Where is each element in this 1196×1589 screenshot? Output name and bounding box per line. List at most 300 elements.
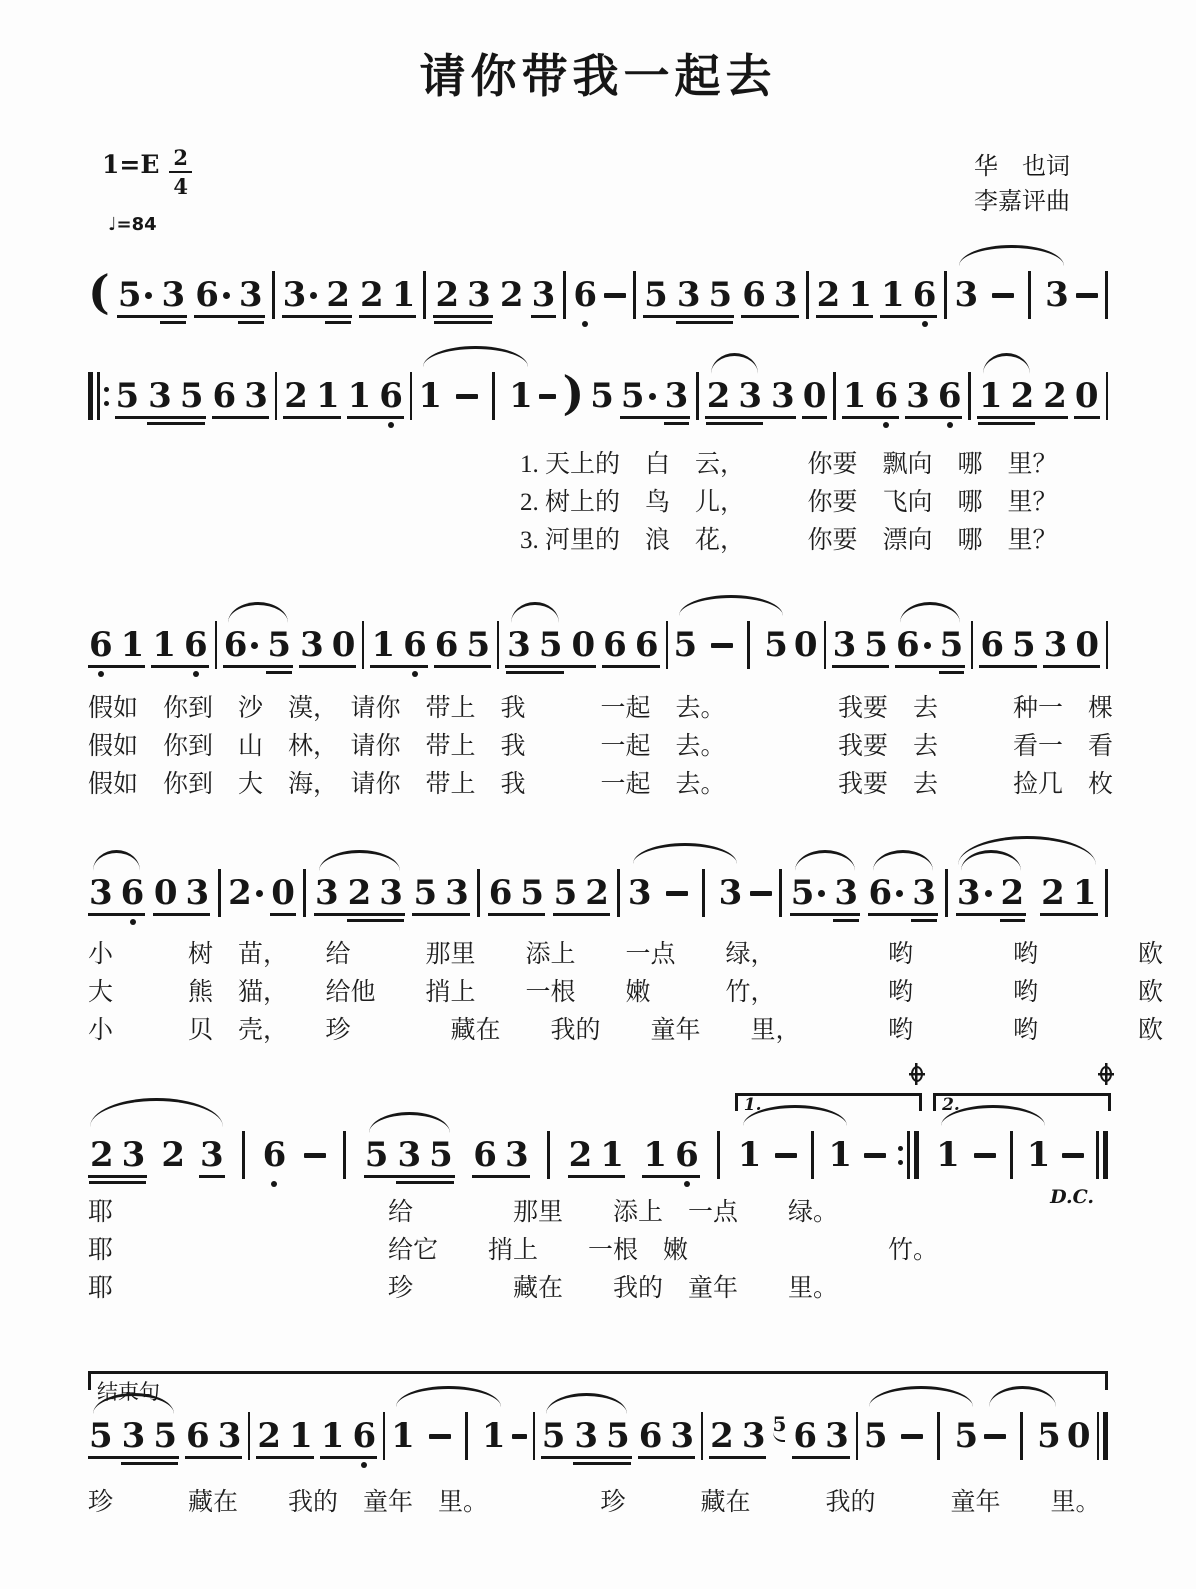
note: 6 [262, 1135, 287, 1175]
beam-group [531, 275, 557, 315]
beam-group [238, 275, 264, 315]
beam-group [160, 275, 186, 315]
volta-1 [737, 1095, 919, 1179]
beam-group [151, 625, 208, 665]
beam-group [412, 873, 469, 913]
note: 3 [627, 873, 652, 913]
note: 6 [184, 625, 208, 665]
key-signature: 1=E [102, 150, 160, 179]
note: 3 [954, 275, 979, 315]
note: 6 [912, 275, 937, 315]
note: 1 [1026, 1135, 1051, 1175]
beam-group [506, 625, 563, 665]
barline [1010, 1131, 1013, 1179]
note: 5 [863, 1416, 888, 1456]
slur-arc-group [506, 625, 563, 665]
slur-arc-group [391, 1412, 505, 1460]
note: 2 [1010, 376, 1035, 416]
note: 1 [418, 376, 443, 416]
beam-group [282, 275, 352, 315]
note: 2 [1043, 376, 1067, 416]
note: 1 [828, 1135, 853, 1175]
note: 1 [391, 275, 416, 315]
repeat-dots [104, 387, 109, 406]
note: 3 [676, 275, 701, 315]
beam-group [325, 275, 351, 315]
note: 1 [842, 376, 867, 416]
note: 3 [121, 1416, 146, 1456]
repeat-end-barline [898, 1131, 919, 1179]
note: 6 [638, 1416, 663, 1456]
note: 5 [553, 873, 578, 913]
note: 5 [541, 1416, 566, 1456]
beam-group [643, 275, 734, 315]
note: 6 [352, 1416, 377, 1456]
lyrics-line: 珍 藏在 我的 童年 里。 珍 藏在 我的 童年 里。 [88, 1489, 1101, 1516]
beam-group [833, 873, 859, 913]
beam-group [832, 625, 889, 665]
dot-after-icon [310, 292, 317, 299]
barline [747, 621, 750, 669]
beam-group [270, 873, 296, 913]
note: 0 [571, 625, 596, 665]
barline [275, 372, 277, 420]
note: 0 [1074, 376, 1099, 416]
lyrics-line: 耶 给它 捎上 一根 嫩 竹。 [88, 1237, 939, 1264]
barline [833, 372, 835, 420]
note: 2 [585, 873, 609, 913]
beam-group [199, 1135, 225, 1175]
note: 6 [869, 876, 904, 910]
dot-after-icon [649, 393, 656, 400]
barline [666, 621, 668, 669]
ending-section [88, 1371, 1108, 1465]
note: 6 [488, 873, 513, 913]
notation-line-6 [88, 1407, 1108, 1465]
note: 3 [283, 278, 318, 312]
barline [937, 1412, 940, 1460]
barline [944, 271, 947, 319]
notation-line-5 [88, 1095, 1108, 1184]
beam-group [88, 625, 145, 665]
volta-label: 2. [942, 1095, 960, 1115]
barline [633, 271, 636, 319]
barline [343, 1131, 346, 1179]
slur-arc-group [706, 376, 763, 416]
note: 5 [179, 376, 204, 416]
note: 5 [429, 1135, 453, 1175]
note: 2 [360, 275, 384, 315]
note: 5 [466, 625, 491, 665]
note: 6 [573, 275, 598, 315]
note: 0 [1066, 1416, 1091, 1456]
barline [1103, 1412, 1108, 1460]
note: 3 [161, 275, 186, 315]
lyrics-line: 耶 给 那里 添上 一点 绿。 [88, 1199, 839, 1226]
lyrics-verse-1: 1. 天上的 白 云， 你要 飘向 哪 里？ [520, 451, 1058, 478]
dot-after-icon [924, 642, 931, 649]
beam-group [642, 1135, 699, 1175]
note: 3 [1043, 625, 1068, 665]
beam-group [266, 625, 292, 665]
note: 6 [937, 376, 962, 416]
beam-group [911, 873, 937, 913]
note: 5 [621, 379, 656, 413]
beam-group [553, 873, 610, 913]
note: 1 [315, 376, 340, 416]
beam-group [115, 376, 206, 416]
slur-arc-group [956, 873, 1026, 913]
slur-arc-group [936, 1131, 1050, 1179]
notation-line-3 [88, 616, 1108, 674]
duration-dash [456, 394, 478, 399]
key-and-meter [102, 145, 192, 199]
note: 6 [793, 1416, 818, 1456]
beam-group [320, 1416, 377, 1456]
note: 6 [980, 625, 1004, 665]
barline [383, 1412, 385, 1460]
note: 6 [195, 278, 230, 312]
notation-line-4 [88, 864, 1108, 922]
beam-group [978, 376, 1035, 416]
barline [1106, 621, 1108, 669]
beam-group [880, 275, 937, 315]
duration-dash [666, 891, 688, 896]
note: 5 [89, 1416, 113, 1456]
barline [702, 869, 705, 917]
barline [248, 1412, 250, 1460]
beam-group [956, 873, 1026, 913]
duration-dash [711, 643, 733, 648]
slur-arc-group [418, 372, 532, 420]
barline [272, 271, 275, 319]
note: 1 [347, 376, 372, 416]
note: 1 [120, 625, 145, 665]
beam-group [541, 1416, 632, 1456]
note: 3 [507, 625, 531, 665]
note: 5 [673, 625, 698, 665]
lyrics-line: 小 树 苗， 给 那里 添上 一点 绿， 哟 哟 欧 [88, 941, 1164, 968]
duration-dash [864, 1153, 886, 1158]
composer-credit: 李嘉评曲 [974, 189, 1070, 215]
duration-dash [984, 1434, 1006, 1439]
note: 1 [936, 1135, 960, 1175]
time-signature-numerator: 2 [169, 145, 192, 173]
note: 0 [271, 873, 295, 913]
duration-dash [901, 1434, 923, 1439]
slur-arc-group [984, 1412, 1061, 1460]
duration-dash [974, 1153, 996, 1158]
note: 3 [741, 1416, 766, 1456]
dot-after-icon [251, 642, 258, 649]
barline [1020, 1412, 1023, 1460]
note: 2 [284, 376, 308, 416]
beam-group [706, 376, 763, 416]
note: 2 [710, 1416, 734, 1456]
slur-arc-group [223, 625, 293, 665]
barline [968, 372, 970, 420]
beam-group [1043, 625, 1100, 665]
verse-block-3 [88, 936, 1164, 1050]
beam-group [792, 1416, 849, 1456]
note: 6 [874, 376, 899, 416]
note: 6 [186, 1416, 210, 1456]
beam-group [905, 376, 962, 416]
barline [477, 869, 480, 917]
note: 0 [153, 873, 178, 913]
beam-group [396, 1135, 453, 1175]
note: 3 [217, 1416, 242, 1456]
duration-dash [304, 1153, 326, 1158]
beam-group [709, 1416, 766, 1456]
parenthesis: ( [88, 265, 110, 319]
volta-2 [936, 1095, 1108, 1179]
note: 6 [379, 376, 403, 416]
beam-group [505, 625, 596, 665]
note: 0 [331, 625, 356, 665]
barline [410, 372, 412, 420]
beam-group [88, 1416, 179, 1456]
barline [1097, 1412, 1100, 1460]
dot-after-icon [985, 890, 992, 897]
barline [1103, 1131, 1108, 1179]
beam-group [121, 1416, 178, 1456]
note: 1 [391, 1416, 415, 1456]
note: 5 [764, 625, 788, 665]
note: 6 [89, 625, 113, 665]
note: 6 [896, 628, 931, 662]
note: 5 [644, 275, 668, 315]
barline [1028, 271, 1031, 319]
tempo-mark: ♩=84 [108, 214, 157, 235]
coda-icon [909, 1063, 925, 1085]
note: 2 [161, 1135, 186, 1175]
slur-arc-group [868, 873, 938, 913]
note: 3 [1045, 275, 1069, 315]
beam-group [434, 275, 491, 315]
verse-block-2 [88, 690, 1114, 804]
note: 1 [509, 376, 533, 416]
final-barline [1096, 1131, 1108, 1179]
barline [88, 372, 93, 420]
note: 5 [708, 275, 733, 315]
note: 2 [228, 876, 263, 910]
barline [533, 1412, 535, 1460]
note: 3 [238, 275, 263, 315]
note: 3 [121, 1135, 146, 1175]
slur-arc-group [364, 1135, 455, 1175]
note: 2 [347, 873, 372, 913]
note: 3 [957, 876, 992, 910]
beam-group [977, 376, 1068, 416]
barline [242, 1131, 245, 1179]
beam-group [488, 873, 545, 913]
note: 2 [499, 275, 524, 315]
note: 1 [371, 625, 396, 665]
beam-group [359, 275, 416, 315]
beam-group [147, 376, 204, 416]
lyrics-verse-2: 2. 树上的 鸟 儿， 你要 飞向 哪 里？ [520, 489, 1058, 516]
note: 6 [224, 628, 259, 662]
barline [465, 1412, 468, 1460]
note: 3 [834, 873, 859, 913]
note: 5 [939, 625, 964, 665]
duration-dash [604, 293, 626, 298]
beam-group [89, 1135, 146, 1175]
slur-arc-group [954, 271, 1068, 319]
barline [617, 869, 620, 917]
repeat-dots [898, 1146, 903, 1165]
note: 6 [434, 625, 459, 665]
duration-dash [1076, 293, 1098, 298]
duration-dash [429, 1434, 451, 1439]
lyrics-line: 假如 你到 山 林， 请你 带上 我 一起 去。 我要 去 看一 看 [88, 733, 1114, 760]
time-signature-denominator: 4 [173, 174, 189, 199]
note: 3 [738, 376, 763, 416]
repeat-dot [898, 1160, 903, 1165]
beam-group [790, 873, 860, 913]
note: 3 [314, 873, 339, 913]
dot-after-icon [223, 292, 230, 299]
beam-group [472, 1135, 529, 1175]
dot-after-icon [818, 890, 825, 897]
beam-group [153, 873, 210, 913]
barline [1105, 271, 1108, 319]
beam-group [185, 1416, 242, 1456]
beam-group [347, 873, 404, 913]
beam-group [434, 625, 491, 665]
barline [824, 621, 826, 669]
note: 3 [664, 376, 689, 416]
barline [547, 1131, 550, 1179]
note: 3 [773, 275, 798, 315]
beam-group [676, 275, 733, 315]
barline [1106, 372, 1108, 420]
beam-group [573, 1416, 630, 1456]
note: 5 [791, 876, 826, 910]
note: 3 [89, 873, 113, 913]
note: 5 [520, 873, 545, 913]
note: 5 [1037, 1416, 1061, 1456]
barline [806, 271, 809, 319]
volta-label: 1. [743, 1095, 762, 1115]
da-capo-mark: D.C. [1050, 1186, 1094, 1208]
note: 5 [590, 376, 614, 416]
note: 5 [864, 625, 888, 665]
repeat-start-barline [88, 372, 109, 420]
note: 3 [200, 1135, 224, 1175]
note: 5 [606, 1416, 630, 1456]
beam-group [895, 625, 965, 665]
lyrics-line: 假如 你到 沙 漠， 请你 带上 我 一起 去。 我要 去 种一 棵 [88, 695, 1114, 722]
note: 0 [1075, 625, 1099, 665]
dot-after-icon [256, 890, 263, 897]
note: 3 [148, 376, 172, 416]
slur-arc-group [314, 873, 405, 913]
slur-arc-group [864, 1412, 978, 1460]
barline [492, 372, 495, 420]
parenthesis: ) [562, 366, 585, 420]
note: 3 [912, 873, 936, 913]
beam-group [117, 275, 187, 315]
note: 3 [445, 873, 469, 913]
ending-bracket-label: 结束句 [97, 1380, 160, 1404]
dot-after-icon [145, 292, 152, 299]
barline [423, 271, 426, 319]
slur-arc-group [956, 873, 1098, 913]
beam-group [664, 376, 690, 416]
beam-group [212, 376, 269, 416]
note: 3 [300, 625, 324, 665]
beam-group [1040, 873, 1097, 913]
note: 2 [568, 1135, 593, 1175]
beam-group [364, 1135, 455, 1175]
note: 6 [473, 1135, 497, 1175]
barline [215, 621, 217, 669]
time-signature [169, 145, 192, 199]
note: 1 [289, 1416, 313, 1456]
beam-group [283, 376, 340, 416]
beam-group [256, 1416, 313, 1456]
note: 2 [816, 275, 841, 315]
note: 3 [670, 1416, 695, 1456]
beam-group [868, 873, 938, 913]
credits [974, 146, 1070, 216]
note: 5 [364, 1135, 389, 1175]
note: 1 [978, 376, 1003, 416]
repeat-dot [898, 1146, 903, 1151]
note: 6 [675, 1135, 699, 1175]
barline [914, 1131, 919, 1179]
note: 1 [600, 1135, 624, 1175]
repeat-dot [104, 401, 109, 406]
repeat-dot [104, 387, 109, 392]
note: 6 [212, 376, 237, 416]
barline [563, 271, 566, 319]
lyrics-line: 小 贝 壳， 珍 藏在 我的 童年 里， 哟 哟 欧 [88, 1017, 1164, 1044]
note: 1 [481, 1416, 506, 1456]
barline [945, 869, 948, 917]
beam-group [620, 376, 690, 416]
beam-group [842, 376, 899, 416]
beam-group [88, 1135, 147, 1175]
verse-block-1 [88, 446, 1108, 560]
barline [717, 1131, 720, 1179]
coda-icon [1098, 1063, 1114, 1085]
lyricist-credit: 华 也词 [974, 154, 1070, 180]
note: 5 [1011, 625, 1036, 665]
note: 3 [504, 1135, 529, 1175]
slur-arc-group [674, 621, 788, 669]
beam-group [194, 275, 264, 315]
grace-note: 5 [772, 1412, 787, 1436]
beam-group [816, 275, 873, 315]
note: 3 [244, 376, 268, 416]
note: 3 [531, 275, 556, 315]
note: 6 [603, 625, 627, 665]
beam-group [741, 275, 798, 315]
note: 0 [793, 625, 818, 665]
note: 2 [90, 1135, 114, 1175]
note: 6 [742, 275, 766, 315]
note: 5 [413, 873, 438, 913]
note: 2 [326, 275, 350, 315]
barline [497, 621, 499, 669]
duration-dash [992, 293, 1014, 298]
slur-arc-group [790, 873, 860, 913]
barline [971, 621, 973, 669]
barline [303, 869, 306, 917]
